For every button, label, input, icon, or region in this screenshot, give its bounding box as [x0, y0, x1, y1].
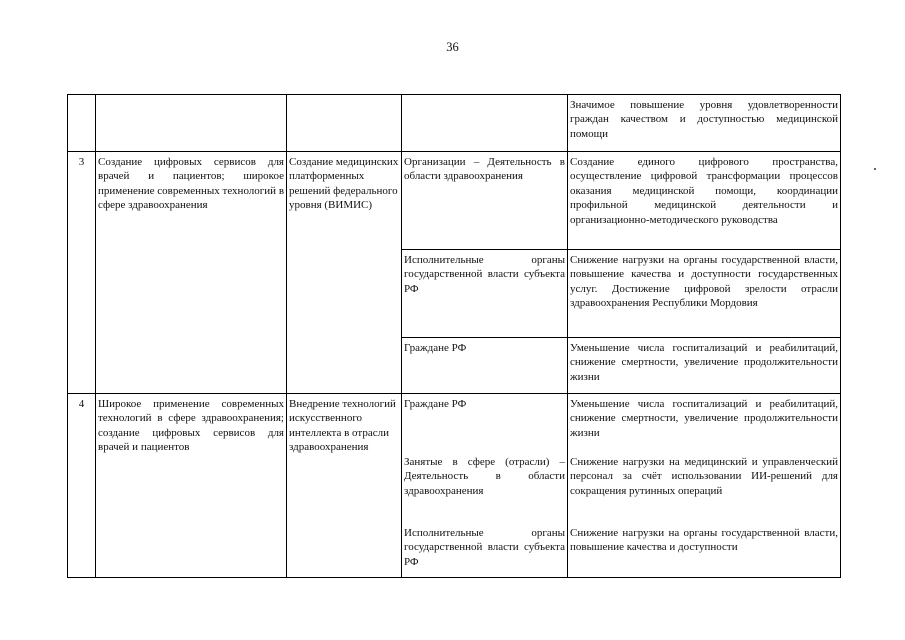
- cell-effects: [568, 394, 841, 578]
- effect-text: Снижение нагрузки на медицинский и управленческий персонал за счёт использовании ИИ-решений для сокращения рутинных операций: [570, 456, 838, 497]
- cell-effect: Создание единого цифрового пространства, осуществление цифровой трансформации процессов оказания медицинской помощи, координации профильной медицинской деятельности и организационно-методического руководства: [568, 152, 841, 250]
- table-row-4: [68, 394, 841, 578]
- cell-service-empty: [96, 95, 287, 152]
- cell-user-group: Организации – Деятельность в области здравоохранения: [402, 152, 568, 250]
- cell-number-empty: [68, 95, 96, 152]
- cell-effect: Уменьшение числа госпитализаций и реабилитаций, снижение смертности, увеличение продолжительности жизни: [568, 338, 841, 394]
- cell-user-group: Граждане РФ: [402, 338, 568, 394]
- cell-platform-empty: [287, 95, 402, 152]
- cell-platform: Создание медицинских платформенных решений федерального уровня (ВИМИС): [287, 152, 402, 394]
- table-row-3a: [68, 152, 841, 250]
- cell-effect: Значимое повышение уровня удовлетворенности граждан качеством и доступностью медицинской помощи: [568, 95, 841, 152]
- cell-effect: Снижение нагрузки на органы государственной власти, повышение качества и доступности государственных услуг. Достижение цифровой зрелости отрасли здравоохранения Республики Мордовия: [568, 250, 841, 338]
- cell-user-groups: [402, 394, 568, 578]
- cell-platform: Внедрение технологий искусственного интеллекта в отрасли здравоохранения: [287, 394, 402, 578]
- user-group-text: Занятые в сфере (отрасли) – Деятельность в области здравоохранения: [404, 456, 565, 497]
- scan-speck: [874, 168, 876, 170]
- table-row-continuation: [68, 95, 841, 152]
- user-group-text: Граждане РФ: [404, 398, 467, 410]
- cell-user-group: Исполнительные органы государственной власти субъекта РФ: [402, 250, 568, 338]
- page-number: 36: [446, 40, 459, 54]
- cell-number: 3: [68, 152, 96, 394]
- effect-text: Уменьшение числа госпитализаций и реабилитаций, снижение смертности, увеличение продолжительности жизни: [570, 398, 838, 439]
- cell-group-empty: [402, 95, 568, 152]
- measures-table: [67, 94, 841, 578]
- effect-text: Снижение нагрузки на органы государственной власти, повышение качества и доступности: [570, 527, 838, 554]
- cell-service: Широкое применение современных технологий в сфере здравоохранения; создание цифровых сервисов для врачей и пациентов: [96, 394, 287, 578]
- cell-number: 4: [68, 394, 96, 578]
- user-group-text: Исполнительные органы государственной власти субъекта РФ: [404, 527, 565, 568]
- cell-service: Создание цифровых сервисов для врачей и пациентов; широкое применение современных технологий в сфере здравоохранения: [96, 152, 287, 394]
